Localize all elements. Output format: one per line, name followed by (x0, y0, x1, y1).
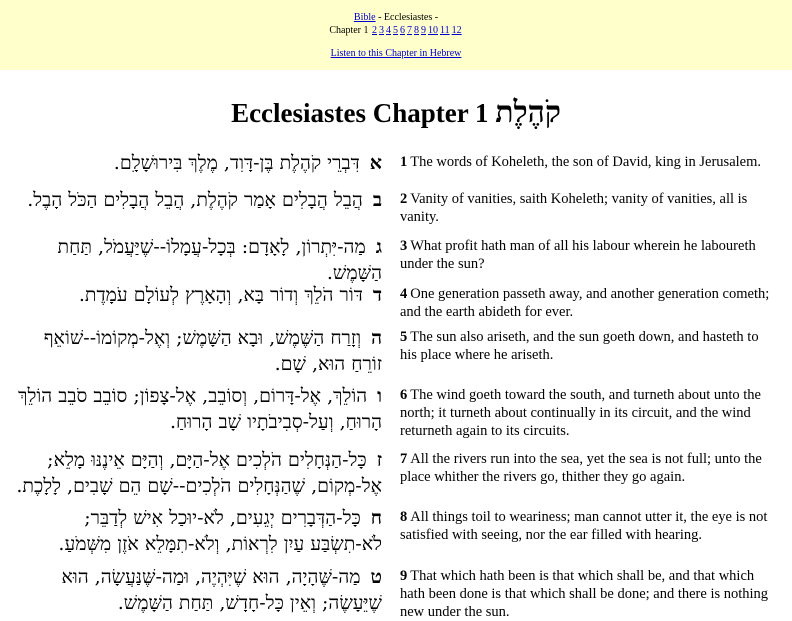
hebrew-verse-text: הוֹלֵךְ, אֶל-דָּרוֹם, וְסוֹבֵב, אֶל-צָפוֹן; סוֹבֵב סֹבֵב הוֹלֵךְ הָרוּחַ, וְעַל-סְבִיבֹתָיו שָׁב הָרוּחַ. (18, 385, 382, 433)
english-verse (388, 187, 774, 226)
hebrew-verse (0, 234, 388, 286)
hebrew-verse-number: ה (371, 327, 382, 349)
hebrew-verse-number: א (369, 152, 382, 174)
english-verse-number: 1 (400, 154, 408, 170)
chapter-link[interactable]: 12 (451, 25, 462, 36)
book-line (0, 11, 792, 24)
english-verse (388, 447, 774, 486)
hebrew-verse (0, 325, 388, 377)
hebrew-verse-number: ו (377, 385, 382, 407)
hebrew-verse-text: מַה-שֶּׁהָיָה, הוּא שֶׁיִּהְיֶה, וּמַה-שֶּׁנַּעֲשָׂה, הוּא שֶׁיֵּעָשֶׂה; וְאֵין כָּל-חָדָשׁ, תַּחַת הַשָּׁמֶשׁ. (61, 566, 382, 614)
hebrew-verse-number: ח (370, 507, 382, 529)
hebrew-verse-number: ד (372, 284, 382, 306)
page-title (0, 96, 792, 130)
chapter-link[interactable]: 3 (379, 25, 384, 36)
english-verse-number: 7 (400, 451, 408, 467)
hebrew-verse-number: ט (370, 566, 382, 588)
listen-hebrew-link[interactable]: Listen to this Chapter in Hebrew (330, 48, 462, 59)
english-verse-text: Vanity of vanities, saith Koheleth; vanity of vanities, all is vanity. (400, 191, 748, 225)
title-english: Ecclesiastes Chapter 1 (231, 98, 489, 128)
english-verse-number: 6 (400, 387, 408, 403)
hebrew-verse-text: דִּבְרֵי קֹהֶלֶת בֶּן-דָּוִד, מֶלֶךְ בִּירוּשָׁלִָם. (113, 152, 360, 174)
hebrew-verse-text: כָּל-הַדְּבָרִים יְגֵעִים, לֹא-יוּכַל אִישׁ לְדַבֵּר; לֹא-תִשְׂבַּע עַיִן לִרְאוֹת, וְלֹא-תִמָּלֵא אֹזֶן מִשְּׁמֹעַ. (58, 507, 382, 555)
english-verse (388, 564, 774, 621)
verse-row (0, 383, 774, 440)
verse-row (0, 505, 774, 557)
english-verse-text: The wind goeth toward the south, and turneth about unto the north; it turneth about continually in its circuit, and the wind returneth again to its circuits. (400, 387, 761, 439)
hebrew-verse (0, 564, 388, 616)
english-verse-text: The words of Koheleth, the son of David, king in Jerusalem. (410, 154, 761, 170)
english-verse-number: 5 (400, 329, 408, 345)
title-hebrew: קֹהֶלֶת (495, 96, 561, 129)
english-verse (388, 383, 774, 440)
chapter-link[interactable]: 5 (393, 25, 398, 36)
hebrew-verse-number: ז (376, 449, 382, 471)
english-verse (388, 150, 774, 171)
hebrew-verse-text: הֲבֵל הֲבָלִים אָמַר קֹהֶלֶת, הֲבֵל הֲבָלִים הַכֹּל הָבֶל. (27, 189, 363, 211)
english-verse-text: What profit hath man of all his labour wherein he laboureth under the sun? (400, 238, 756, 272)
chapter-list (0, 24, 792, 37)
english-verse (388, 325, 774, 364)
verse-row (0, 447, 774, 499)
hebrew-verse (0, 187, 388, 213)
hebrew-verse-text: וְזָרַח הַשֶּׁמֶשׁ, וּבָא הַשָּׁמֶשׁ; וְאֶל-מְקוֹמוֹ--שׁוֹאֵף זוֹרֵחַ הוּא, שָׁם. (43, 327, 382, 375)
hebrew-verse-text: דּוֹר הֹלֵךְ וְדוֹר בָּא, וְהָאָרֶץ לְעוֹלָם עֹמָדֶת. (78, 284, 363, 306)
chapter-link[interactable]: 8 (414, 25, 419, 36)
hebrew-verse (0, 447, 388, 499)
verse-row (0, 150, 774, 176)
english-verse-number: 8 (400, 509, 408, 525)
navigation-bar (0, 0, 792, 70)
chapter-link[interactable]: 6 (400, 25, 405, 36)
book-name: - Ecclesiastes - (375, 12, 439, 23)
verse-row (0, 282, 774, 321)
hebrew-verse-number: ג (375, 236, 382, 258)
verse-row (0, 234, 774, 286)
verse-row (0, 564, 774, 621)
english-verse-number: 2 (400, 191, 408, 207)
english-verse (388, 505, 774, 544)
chapter-link[interactable]: 10 (428, 25, 438, 36)
hebrew-verse-text: כָּל-הַנְּחָלִים הֹלְכִים אֶל-הַיָּם, וְהַיָּם אֵינֶנּוּ מָלֵא; אֶל-מְקוֹם, שֶׁהַנְּחָלִים הֹלְכִים--שָׁם הֵם שָׁבִים, לָלָכֶת. (16, 449, 382, 497)
english-verse-text: All the rivers run into the sea, yet the sea is not full; unto the place whither the rivers go, thither they go again. (400, 451, 762, 485)
english-verse-text: That which hath been is that which shall be, and that which hath been done is that which shall be done; and there is nothing new under the sun. (400, 568, 769, 620)
chapter-link[interactable]: 9 (421, 25, 426, 36)
hebrew-verse-text: מַה-יִּתְרוֹן, לָאָדָם: בְּכָל-עֲמָלוֹ--שֶׁיַּעֲמֹל, תַּחַת הַשָּׁמֶשׁ. (57, 236, 382, 284)
english-verse-text: All things toil to weariness; man cannot utter it, the eye is not satisfied with seeing, nor the ear filled with hearing. (400, 509, 768, 543)
hebrew-verse-number: ב (372, 189, 382, 211)
chapter-link[interactable]: 11 (440, 25, 450, 36)
english-verse (388, 234, 774, 273)
hebrew-verse (0, 383, 388, 435)
hebrew-verse (0, 282, 388, 308)
chapter-link[interactable]: 7 (407, 25, 412, 36)
hebrew-verse (0, 150, 388, 176)
bible-link[interactable]: Bible (353, 12, 376, 23)
english-verse-text: One generation passeth away, and another generation cometh; and the earth abideth for ever. (400, 286, 770, 320)
current-chapter: Chapter 1 (329, 25, 369, 36)
hebrew-verse (0, 505, 388, 557)
english-verse-number: 3 (400, 238, 408, 254)
english-verse-text: The sun also ariseth, and the sun goeth down, and hasteth to his place where he ariseth. (400, 329, 759, 363)
chapter-link[interactable]: 4 (386, 25, 391, 36)
english-verse (388, 282, 774, 321)
chapter-link[interactable]: 2 (372, 25, 377, 36)
english-verse-number: 4 (400, 286, 408, 302)
verse-row (0, 187, 774, 226)
english-verse-number: 9 (400, 568, 408, 584)
verse-row (0, 325, 774, 377)
